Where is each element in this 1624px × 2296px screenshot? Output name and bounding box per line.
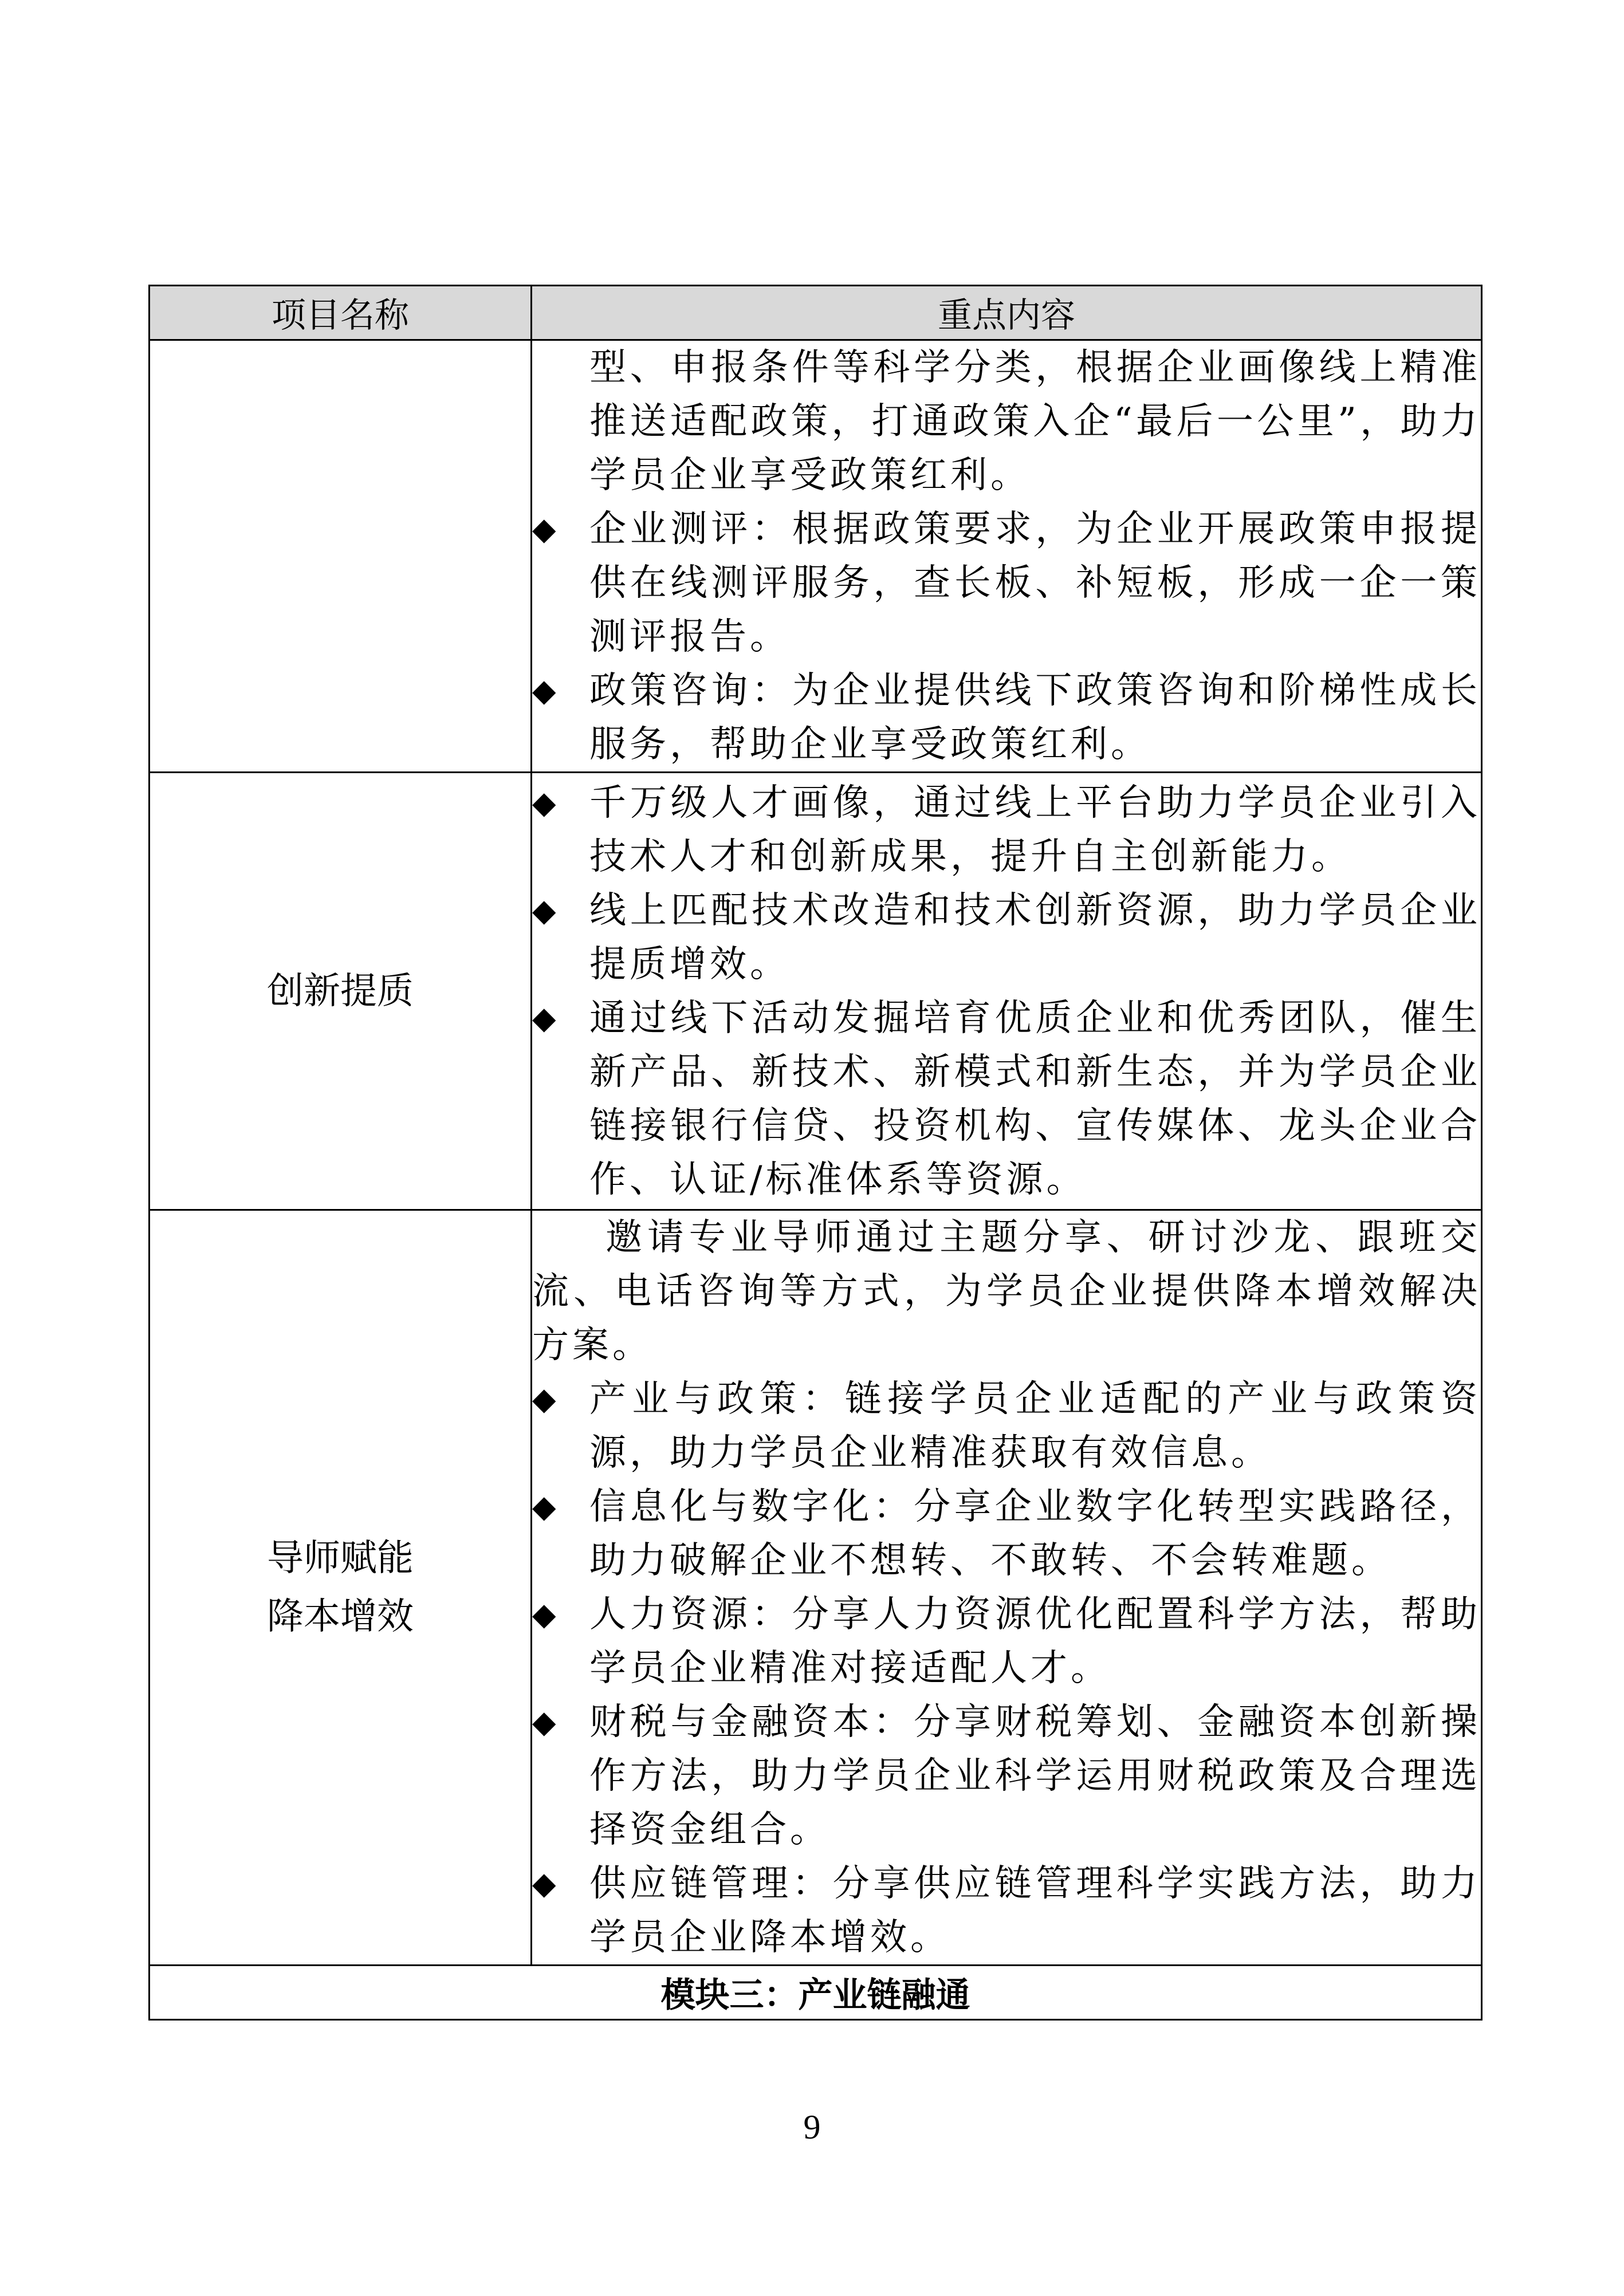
content-text: 政策咨询：为企业提供线下政策咨询和阶梯性成长服务，帮助企业享受政策红利。 (589, 669, 1481, 766)
bullet-item (532, 1372, 1481, 1480)
project-name-cell (150, 773, 532, 1210)
content-text: 型、申报条件等科学分类，根据企业画像线上精准推送适配政策，打通政策入企“最后一公里”，助力学员企业享受政策红利。 (589, 346, 1481, 497)
project-name-cell (150, 1210, 532, 1966)
header-key-content: 重点内容 (532, 286, 1482, 340)
page-number: 9 (803, 2108, 821, 2146)
table-header-row (150, 286, 1482, 340)
diamond-bullet-icon: ◆ (532, 784, 560, 821)
bullet-item (532, 1857, 1481, 1964)
diamond-bullet-icon: ◆ (532, 892, 560, 928)
table-row (150, 340, 1482, 773)
document-table-area (148, 285, 1481, 2021)
project-name-line: 导师赋能 (267, 1537, 414, 1580)
content-text: 千万级人才画像，通过线上平台助力学员企业引入技术人才和创新成果，提升自主创新能力。 (589, 781, 1481, 878)
bullet-item (532, 1480, 1481, 1588)
header-project-name: 项目名称 (150, 286, 532, 340)
key-content-cell (532, 340, 1482, 773)
content-paragraph (532, 341, 1481, 502)
diamond-bullet-icon: ◆ (532, 1488, 560, 1525)
content-text: 供应链管理：分享供应链管理科学实践方法，助力学员企业降本增效。 (589, 1862, 1481, 1959)
diamond-bullet-icon: ◆ (532, 1704, 560, 1740)
bullet-item (532, 664, 1481, 771)
module-title: 模块三：产业链融通 (150, 1966, 1482, 2020)
key-content-cell (532, 773, 1482, 1210)
key-content-cell (532, 1210, 1482, 1966)
bullet-item (532, 991, 1481, 1207)
diamond-bullet-icon: ◆ (532, 672, 560, 708)
diamond-bullet-icon: ◆ (532, 1865, 560, 1901)
project-name-line: 创新提质 (267, 970, 414, 1013)
content-text: 产业与政策：链接学员企业适配的产业与政策资源，助力学员企业精准获取有效信息。 (589, 1378, 1481, 1474)
table-row (150, 1210, 1482, 1966)
module-row (150, 1966, 1482, 2020)
content-text: 企业测评：根据政策要求，为企业开展政策申报提供在线测评服务，查长板、补短板，形成一企一策测评报告。 (589, 508, 1481, 658)
content-text: 信息化与数字化：分享企业数字化转型实践路径，助力破解企业不想转、不敢转、不会转难题。 (589, 1486, 1481, 1582)
bullet-item (532, 1695, 1481, 1857)
content-paragraph (532, 1211, 1481, 1372)
project-name-line: 降本增效 (267, 1596, 414, 1638)
diamond-bullet-icon: ◆ (532, 1381, 560, 1417)
content-text: 线上匹配技术改造和技术创新资源，助力学员企业提质增效。 (589, 889, 1481, 986)
bullet-item (532, 884, 1481, 991)
content-text: 通过线下活动发掘培育优质企业和优秀团队，催生新产品、新技术、新模式和新生态，并为学员企业链接银行信贷、投资机构、宣传媒体、龙头企业合作、认证/标准体系等资源。 (589, 997, 1481, 1201)
content-text: 财税与金融资本：分享财税筹划、金融资本创新操作方法，助力学员企业科学运用财税政策及合理选择资金组合。 (589, 1701, 1481, 1851)
content-text: 邀请专业导师通过主题分享、研讨沙龙、跟班交流、电话咨询等方式，为学员企业提供降本增效解决方案。 (532, 1216, 1481, 1366)
diamond-bullet-icon: ◆ (532, 511, 560, 547)
content-text: 人力资源：分享人力资源优化配置科学方法，帮助学员企业精准对接适配人才。 (589, 1593, 1481, 1689)
diamond-bullet-icon: ◆ (532, 1596, 560, 1632)
project-name-cell (150, 340, 532, 773)
table-row (150, 773, 1482, 1210)
bullet-item (532, 1588, 1481, 1695)
project-content-table (148, 285, 1483, 2021)
diamond-bullet-icon: ◆ (532, 999, 560, 1036)
bullet-item (532, 776, 1481, 884)
bullet-item (532, 502, 1481, 664)
